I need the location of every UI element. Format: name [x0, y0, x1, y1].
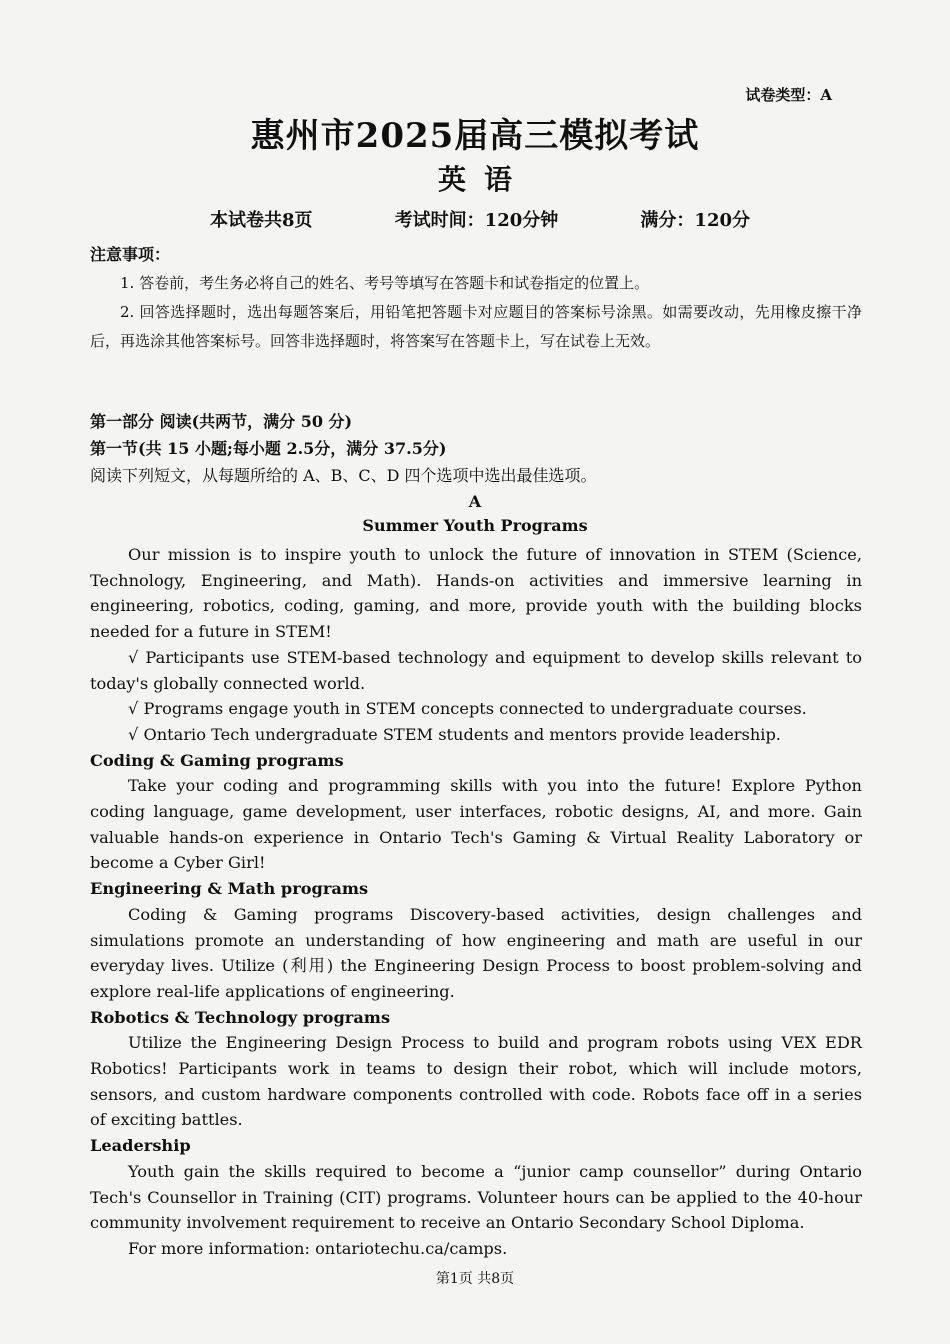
notice-item: 2. 回答选择题时，选出每题答案后，用铅笔把答题卡对应题目的答案标号涂黑。如需要改动，先用橡皮擦干净后，再选涂其他答案标号。回答非选择题时，将答案写在答题卡上，写在试卷上无效。	[90, 303, 862, 350]
section-text-robotics: Utilize the Engineering Design Process to build and program robots using VEX EDR Robotics! Participants work in teams to design their robot, which will include motors, sensors, and custom hardware components controlled with code. Robots face off in a series of exciting battles.	[90, 1033, 862, 1130]
notice-item: 1. 答卷前，考生务必将自己的姓名、考号等填写在答题卡和试卷指定的位置上。	[120, 274, 650, 292]
section-text-coding: Take your coding and programming skills with you into the future! Explore Python coding language, game development, user interfaces, robotic designs, AI, and more. Gain valuable hands-on experience in Ontario Tech's Gaming & Virtual Reality Laboratory or become a Cyber Girl!	[90, 776, 862, 873]
passage-body	[90, 542, 862, 1262]
section-header	[90, 408, 862, 489]
passage-title: Summer Youth Programs	[362, 516, 588, 535]
check-item: √ Programs engage youth in STEM concepts connected to undergraduate courses.	[128, 699, 807, 719]
page-count: 本试卷共8页	[210, 210, 313, 231]
full-score: 满分：120分	[640, 210, 750, 231]
exam-title: 惠州市2025届高三模拟考试	[250, 116, 700, 156]
section-heading-robotics: Robotics & Technology programs	[90, 1007, 391, 1027]
section-text-engineering: Coding & Gaming programs Discovery-based activities, design challenges and simulations promote an understanding of how engineering and math are useful in our everyday lives. Utilize (利用) the Engineering Design Process to boost problem-solving and explore real-life applications of engineering.	[90, 904, 862, 1001]
more-info: For more information: ontariotechu.ca/camps.	[128, 1238, 508, 1258]
passage-label: A	[468, 492, 482, 511]
check-item: √ Ontario Tech undergraduate STEM students and mentors provide leadership.	[128, 724, 781, 744]
section-heading-engineering: Engineering & Math programs	[90, 879, 369, 899]
page-footer: 第1页 共8页	[435, 1271, 515, 1287]
subject-title: 英语	[437, 163, 530, 196]
check-item: √ Participants use STEM-based technology and equipment to develop skills relevant to today's globally connected world.	[90, 647, 862, 693]
notice-heading: 注意事项：	[90, 245, 171, 264]
exam-time: 考试时间：120分钟	[394, 210, 559, 231]
section-text-leadership: Youth gain the skills required to become a “junior camp counsellor” during Ontario Tech's Counsellor in Training (CIT) programs. Volunteer hours can be applied to the 40-hour community involvement requirement to receive an Ontario Secondary School Diploma.	[90, 1161, 862, 1233]
notice-block	[90, 240, 862, 356]
section-heading-coding: Coding & Gaming programs	[90, 750, 344, 770]
paper-type-label: 试卷类型：A	[745, 86, 832, 104]
subsection-heading: 第一节(共 15 小题;每小题 2.5分，满分 37.5分)	[90, 439, 447, 458]
part-heading: 第一部分 阅读(共两节，满分 50 分)	[90, 412, 353, 431]
exam-info-row	[210, 206, 750, 232]
section-heading-leadership: Leadership	[90, 1136, 191, 1156]
section-instruction: 阅读下列短文，从每题所给的 A、B、C、D 四个选项中选出最佳选项。	[90, 466, 597, 485]
passage-intro: Our mission is to inspire youth to unlock the future of innovation in STEM (Science, Technology, Engineering, and Math). Hands-on activities and immersive learning in engineering, robotics, coding, gaming, and more, provide youth with the building blocks needed for a future in STEM!	[90, 545, 862, 642]
